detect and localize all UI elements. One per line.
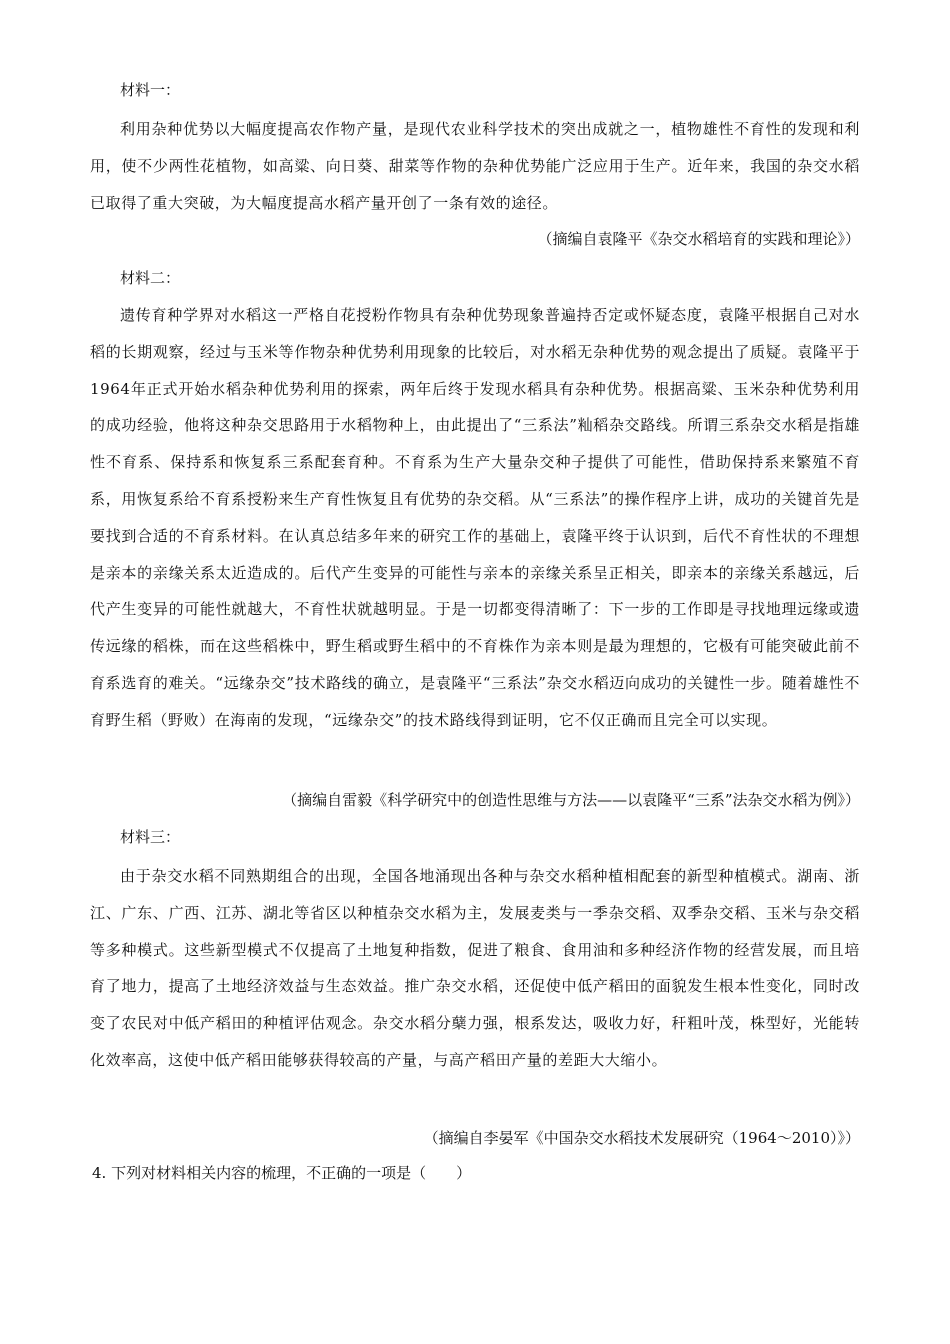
material-3-source: （摘编自李晏军《中国杂交水稻技术发展研究（1964～2010）》） [423, 1129, 860, 1147]
question-4-text: 4. 下列对材料相关内容的梳理，不正确的一项是（ ） [92, 1164, 472, 1182]
material-1-source: （摘编自袁隆平《杂交水稻培育的实践和理论》） [537, 230, 860, 248]
material-1-heading: 材料一： [120, 81, 181, 99]
material-2-paragraph: 遗传育种学界对水稻这一严格自花授粉作物具有杂种优势现象普遍持否定或怀疑态度，袁隆平根据自己对水稻的长期观察，经过与玉米等作物杂种优势利用现象的比较后，对水稻无杂种优势的观念提出了质疑。袁隆平于1964年正式开始水稻杂种优势利用的探索，两年后终于发现水稻具有杂种优势。根据高粱、玉米杂种优势利用的成功经验，他将这种杂交思路用于水稻物种上，由此提出了“三系法”籼稻杂交路线。所谓三系杂交水稻是指雄性不育系、保持系和恢复系三系配套育种。不育系为生产大量杂交种子提供了可能性，借助保持系来繁殖不育系，用恢复系给不育系授粉来生产育性恢复且有优势的杂交稻。从“三系法”的操作程序上讲，成功的关键首先是要找到合适的不育系材料。在认真总结多年来的研究工作的基础上，袁隆平终于认识到，后代不育性状的不理想是亲本的亲缘关系太近造成的。后代产生变异的可能性与亲本的亲缘关系呈正相关，即亲本的亲缘关系越远，后代产生变异的可能性就越大，不育性状就越明显。于是一切都变得清晰了：下一步的工作即是寻找地理远缘或遗传远缘的稻株，而在这些稻株中，野生稻或野生稻中的不育株作为亲本则是最为理想的，它极有可能突破此前不育系选育的难关。“远缘杂交”技术路线的确立，是袁隆平“三系法”杂交水稻迈向成功的关键性一步。随着雄性不育野生稻（野败）在海南的发现，“远缘杂交”的技术路线得到证明，它不仅正确而且完全可以实现。 [90, 306, 860, 729]
material-3-paragraph: 由于杂交水稻不同熟期组合的出现，全国各地涌现出各种与杂交水稻种植相配套的新型种植模式。湖南、浙江、广东、广西、江苏、湖北等省区以种植杂交水稻为主，发展麦类与一季杂交稻、双季杂交稻、玉米与杂交稻等多种模式。这些新型模式不仅提高了土地复种指数，促进了粮食、食用油和多种经济作物的经营发展，而且培育了地力，提高了土地经济效益与生态效益。推广杂交水稻，还促使中低产稻田的面貌发生根本性变化，同时改变了农民对中低产稻田的种植评估观念。杂交水稻分蘖力强，根系发达，吸收力好，秆粗叶茂，株型好，光能转化效率高，这使中低产稻田能够获得较高的产量，与高产稻田产量的差距大大缩小。 [90, 867, 860, 1069]
material-2-heading: 材料二： [120, 269, 181, 287]
material-3-heading: 材料三： [120, 828, 181, 846]
material-1-paragraph: 利用杂种优势以大幅度提高农作物产量，是现代农业科学技术的突出成就之一，植物雄性不育性的发现和利用，使不少两性花植物，如高粱、向日葵、甜菜等作物的杂种优势能广泛应用于生产。近年来，我国的杂交水稻已取得了重大突破，为大幅度提高水稻产量开创了一条有效的途径。 [90, 120, 860, 212]
material-2-source: （摘编自雷毅《科学研究中的创造性思维与方法——以袁隆平“三系”法杂交水稻为例》） [282, 791, 860, 809]
